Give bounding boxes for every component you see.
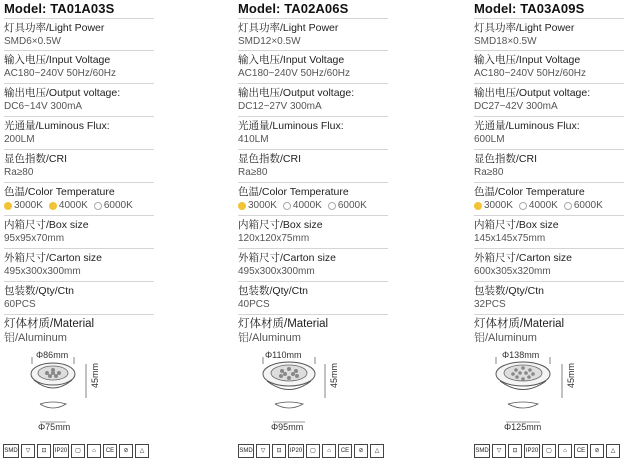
cutout-diameter-label: Φ75mm (38, 422, 71, 432)
temp-option: 3000K (474, 199, 513, 213)
unselected-dot-icon (94, 202, 102, 210)
unselected-dot-icon (328, 202, 336, 210)
height-label: 45mm (90, 362, 100, 388)
spec-value: 495x300x300mm (4, 266, 81, 277)
spec-carton (4, 249, 154, 282)
cutout-diameter-label: Φ95mm (271, 422, 304, 432)
spec-input (474, 51, 624, 84)
spec-value: 32PCS (474, 299, 506, 310)
dimension-drawing (245, 346, 365, 436)
spec-cct (474, 183, 624, 216)
spec-label: 输出电压/Output voltage: (238, 87, 355, 99)
indoor-icon: ⌂ (87, 444, 101, 458)
temp-option: 4000K (49, 199, 88, 213)
warning-icon: △ (135, 444, 149, 458)
box-icon: ⊡ (37, 444, 51, 458)
temp-option: 6000K (94, 199, 133, 213)
spec-label: 外箱尺寸/Carton size (474, 252, 573, 264)
spec-value: AC180~240V 50Hz/60Hz (238, 68, 351, 79)
spec-box (4, 216, 154, 249)
spec-value: 495x300x300mm (238, 266, 315, 277)
spec-value: Ra≥80 (4, 167, 34, 178)
spec-box (474, 216, 624, 249)
selected-dot-icon (4, 202, 12, 210)
unselected-dot-icon (519, 202, 527, 210)
product-column-3 (474, 0, 624, 345)
spec-qty (238, 282, 388, 315)
class-icon: ▢ (542, 444, 556, 458)
temp-option: 6000K (328, 199, 367, 213)
spec-label: 输入电压/Input Voltage (238, 54, 345, 66)
cert-icons (238, 444, 384, 458)
spec-value: 120x120x75mm (238, 233, 310, 244)
spec-label: 显色指数/CRI (4, 153, 67, 165)
spec-label: 色温/Color Temperature (474, 186, 585, 198)
spec-label: 外箱尺寸/Carton size (4, 252, 103, 264)
selected-dot-icon (474, 202, 482, 210)
temp-option: 3000K (238, 199, 277, 213)
spec-label: 灯具功率/Light Power (474, 22, 575, 34)
spec-label: 内箱尺寸/Box size (238, 219, 323, 231)
spec-output (474, 84, 624, 117)
ce-icon: CE (574, 444, 588, 458)
spec-power (238, 18, 388, 51)
spec-output (4, 84, 154, 117)
spec-power (474, 18, 624, 51)
triangle-icon: ▽ (492, 444, 506, 458)
smd-icon: SMD (238, 444, 254, 458)
spec-value: Ra≥80 (238, 167, 268, 178)
spec-material (238, 315, 388, 345)
spec-label: 光通量/Luminous Flux: (4, 120, 110, 132)
spec-label: 色温/Color Temperature (238, 186, 349, 198)
spec-label: 光通量/Luminous Flux: (238, 120, 344, 132)
top-diameter-label: Φ110mm (265, 350, 302, 360)
spec-label: 灯体材质/Material (4, 318, 95, 330)
spec-label: 显色指数/CRI (238, 153, 301, 165)
spec-value: AC180~240V 50Hz/60Hz (474, 68, 587, 79)
spec-label: 灯具功率/Light Power (238, 22, 339, 34)
height-label: 45mm (566, 362, 576, 388)
spec-label: 光通量/Luminous Flux: (474, 120, 580, 132)
spec-value: Ra≥80 (474, 167, 504, 178)
spec-value: 200LM (4, 134, 35, 145)
spec-label: 灯体材质/Material (474, 318, 565, 330)
spec-input (238, 51, 388, 84)
selected-dot-icon (238, 202, 246, 210)
spec-label: 色温/Color Temperature (4, 186, 115, 198)
spec-flux (474, 117, 624, 150)
spec-label: 灯体材质/Material (238, 318, 329, 330)
spec-flux (4, 117, 154, 150)
spec-value: 铝/Aluminum (474, 332, 537, 344)
temp-option: 4000K (519, 199, 558, 213)
smd-icon: SMD (3, 444, 19, 458)
warning-icon: △ (606, 444, 620, 458)
temp-option: 3000K (4, 199, 43, 213)
spec-label: 外箱尺寸/Carton size (238, 252, 337, 264)
cert-icons (3, 444, 149, 458)
temp-option: 4000K (283, 199, 322, 213)
indoor-icon: ⌂ (322, 444, 336, 458)
temp-options (4, 199, 154, 213)
spec-cri (4, 150, 154, 183)
spec-carton (474, 249, 624, 282)
box-icon: ⊡ (508, 444, 522, 458)
cert-icons (474, 444, 620, 458)
top-diameter-label: Φ86mm (36, 350, 69, 360)
spec-input (4, 51, 154, 84)
ip20-icon: IP20 (524, 444, 540, 458)
spec-qty (4, 282, 154, 315)
spec-label: 内箱尺寸/Box size (474, 219, 559, 231)
spec-cri (238, 150, 388, 183)
spec-value: DC12~27V 300mA (238, 101, 322, 112)
spec-value: DC6~14V 300mA (4, 101, 83, 112)
spec-label: 输出电压/Output voltage: (474, 87, 591, 99)
spec-cct (238, 183, 388, 216)
spec-label: 包装数/Qty/Ctn (474, 285, 545, 297)
spec-label: 包装数/Qty/Ctn (238, 285, 309, 297)
spec-value: 600LM (474, 134, 505, 145)
model-title: Model: TA03A09S (474, 1, 585, 16)
spec-value: 410LM (238, 134, 269, 145)
spec-value: 40PCS (238, 299, 270, 310)
selected-dot-icon (49, 202, 57, 210)
top-diameter-label: Φ138mm (502, 350, 540, 360)
ce-icon: CE (103, 444, 117, 458)
height-label: 45mm (329, 362, 339, 388)
temp-options (474, 199, 624, 213)
spec-cct (4, 183, 154, 216)
class-icon: ▢ (306, 444, 320, 458)
no-dimmer-icon: ⊘ (119, 444, 133, 458)
spec-label: 输出电压/Output voltage: (4, 87, 121, 99)
spec-label: 输入电压/Input Voltage (4, 54, 111, 66)
spec-power (4, 18, 154, 51)
spec-carton (238, 249, 388, 282)
spec-material (4, 315, 154, 345)
spec-cri (474, 150, 624, 183)
spec-value: 铝/Aluminum (238, 332, 301, 344)
spec-value: 145x145x75mm (474, 233, 546, 244)
no-dimmer-icon: ⊘ (354, 444, 368, 458)
spec-value: SMD18×0.5W (474, 36, 537, 47)
product-column-1 (4, 0, 154, 345)
class-icon: ▢ (71, 444, 85, 458)
triangle-icon: ▽ (21, 444, 35, 458)
spec-label: 显色指数/CRI (474, 153, 537, 165)
spec-qty (474, 282, 624, 315)
spec-value: 60PCS (4, 299, 36, 310)
model-title: Model: TA01A03S (4, 1, 115, 16)
spec-value: SMD12×0.5W (238, 36, 301, 47)
spec-value: SMD6×0.5W (4, 36, 61, 47)
temp-option: 6000K (564, 199, 603, 213)
spec-box (238, 216, 388, 249)
cutout-diameter-label: Φ125mm (504, 422, 542, 432)
smd-icon: SMD (474, 444, 490, 458)
downlight-drawing-icon (245, 346, 365, 436)
unselected-dot-icon (283, 202, 291, 210)
indoor-icon: ⌂ (558, 444, 572, 458)
spec-label: 包装数/Qty/Ctn (4, 285, 75, 297)
spec-value: 600x305x320mm (474, 266, 551, 277)
spec-output (238, 84, 388, 117)
spec-value: DC27~42V 300mA (474, 101, 558, 112)
box-icon: ⊡ (272, 444, 286, 458)
ip20-icon: IP20 (288, 444, 304, 458)
unselected-dot-icon (564, 202, 572, 210)
model-title: Model: TA02A06S (238, 1, 349, 16)
temp-options (238, 199, 388, 213)
spec-value: 铝/Aluminum (4, 332, 67, 344)
spec-label: 内箱尺寸/Box size (4, 219, 89, 231)
spec-label: 灯具功率/Light Power (4, 22, 105, 34)
spec-value: AC180~240V 50Hz/60Hz (4, 68, 117, 79)
dimension-drawing (10, 346, 130, 436)
spec-flux (238, 117, 388, 150)
no-dimmer-icon: ⊘ (590, 444, 604, 458)
spec-label: 输入电压/Input Voltage (474, 54, 581, 66)
ip20-icon: IP20 (53, 444, 69, 458)
spec-value: 95x95x70mm (4, 233, 65, 244)
warning-icon: △ (370, 444, 384, 458)
spec-material (474, 315, 624, 345)
ce-icon: CE (338, 444, 352, 458)
dimension-drawing (480, 346, 600, 436)
triangle-icon: ▽ (256, 444, 270, 458)
product-column-2 (238, 0, 388, 345)
